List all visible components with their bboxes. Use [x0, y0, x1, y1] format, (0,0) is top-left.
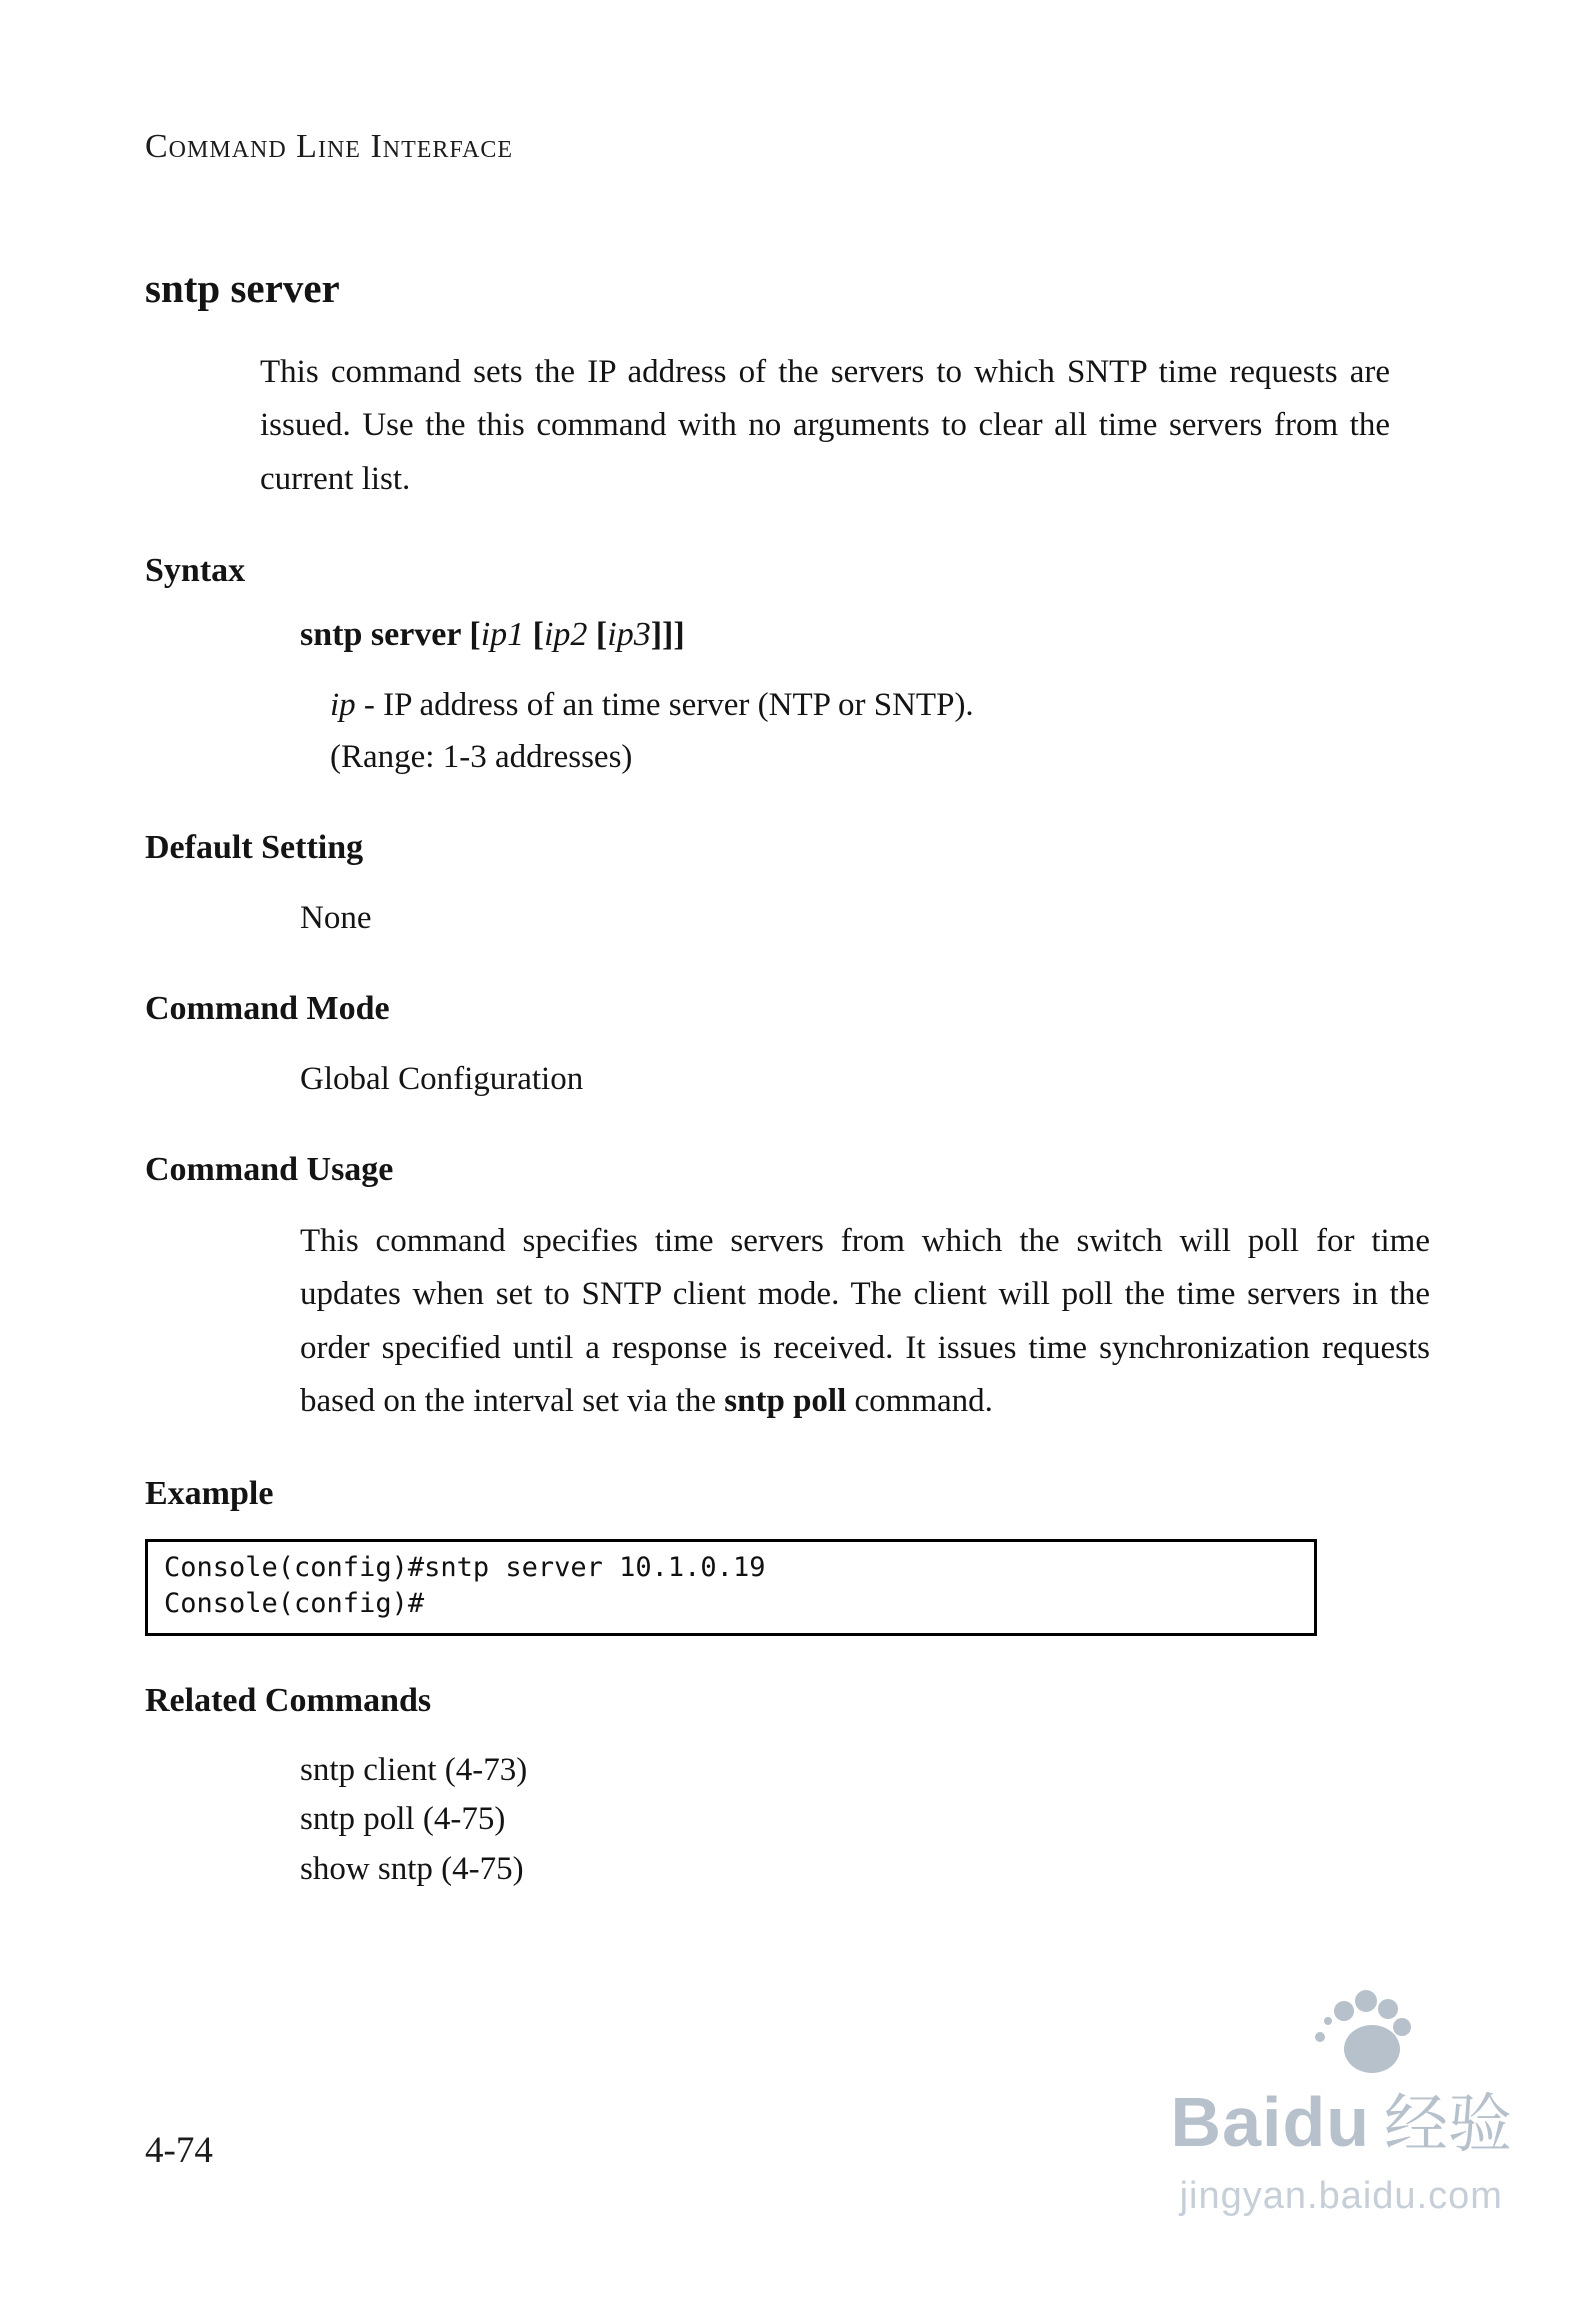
related-command-item: show sntp (4-75)	[300, 1850, 524, 1887]
example-code-box	[145, 1539, 1317, 1636]
related-command-item: sntp client (4-73)	[300, 1751, 528, 1788]
code-line: Console(config)#	[164, 1588, 425, 1620]
related-commands-list	[300, 1746, 1434, 1895]
syntax-bracket: [	[587, 616, 608, 654]
syntax-param-desc: - IP address of an time server (NTP or SNTP).	[355, 687, 974, 724]
syntax-param-range: (Range: 1-3 addresses)	[330, 738, 633, 775]
baidu-url: jingyan.baidu.com	[1179, 2175, 1503, 2217]
syntax-command-name: sntp server	[300, 616, 461, 654]
code-line: Console(config)#sntp server 10.1.0.19	[164, 1551, 766, 1583]
syntax-heading: Syntax	[145, 552, 246, 590]
page-number: 4-74	[145, 2130, 213, 2171]
section-title: sntp server	[145, 265, 340, 311]
command-mode-heading: Command Mode	[145, 989, 390, 1027]
syntax-parameter	[330, 680, 1434, 782]
default-setting-heading: Default Setting	[145, 828, 364, 866]
syntax-ip1: ip1	[480, 616, 525, 654]
syntax-bracket: [	[460, 616, 481, 654]
baidu-brand-latin: Baidu	[1170, 2083, 1370, 2161]
related-command-item: sntp poll (4-75)	[300, 1801, 506, 1838]
syntax-param-name: ip	[330, 687, 356, 724]
syntax-ip3: ip3	[607, 616, 651, 654]
usage-text-before: This command specifies time servers from which the switch will poll for time updates when set to SNTP client mode. The client will poll the time servers in the order specified until a response is received. It issues time synchronization requests based on the interval set via the	[300, 1222, 1430, 1420]
syntax-command	[300, 616, 1434, 654]
baidu-brand	[1171, 2073, 1512, 2165]
syntax-bracket-close: ]]]	[650, 616, 685, 654]
baidu-paw-icon	[1211, 1985, 1512, 2081]
related-commands-heading: Related Commands	[145, 1681, 432, 1719]
usage-text-after: command.	[846, 1383, 993, 1420]
default-setting-value: None	[300, 899, 372, 936]
syntax-ip2: ip2	[543, 616, 588, 654]
document-header: Command Line Interface	[145, 128, 513, 165]
syntax-bracket: [	[524, 616, 544, 654]
baidu-watermark	[1171, 1985, 1512, 2218]
baidu-brand-cn: 经验	[1384, 2088, 1512, 2160]
usage-bold-command: sntp poll	[724, 1383, 847, 1420]
command-usage-paragraph	[300, 1215, 1430, 1429]
command-mode-value: Global Configuration	[300, 1060, 584, 1097]
intro-paragraph: This command sets the IP address of the servers to which SNTP time requests are issued. Use the this command with no arguments to clear all time servers from the current list.	[260, 354, 1390, 497]
command-usage-heading: Command Usage	[145, 1150, 394, 1188]
syntax-parameter-line	[330, 680, 1434, 731]
example-heading: Example	[145, 1474, 274, 1512]
